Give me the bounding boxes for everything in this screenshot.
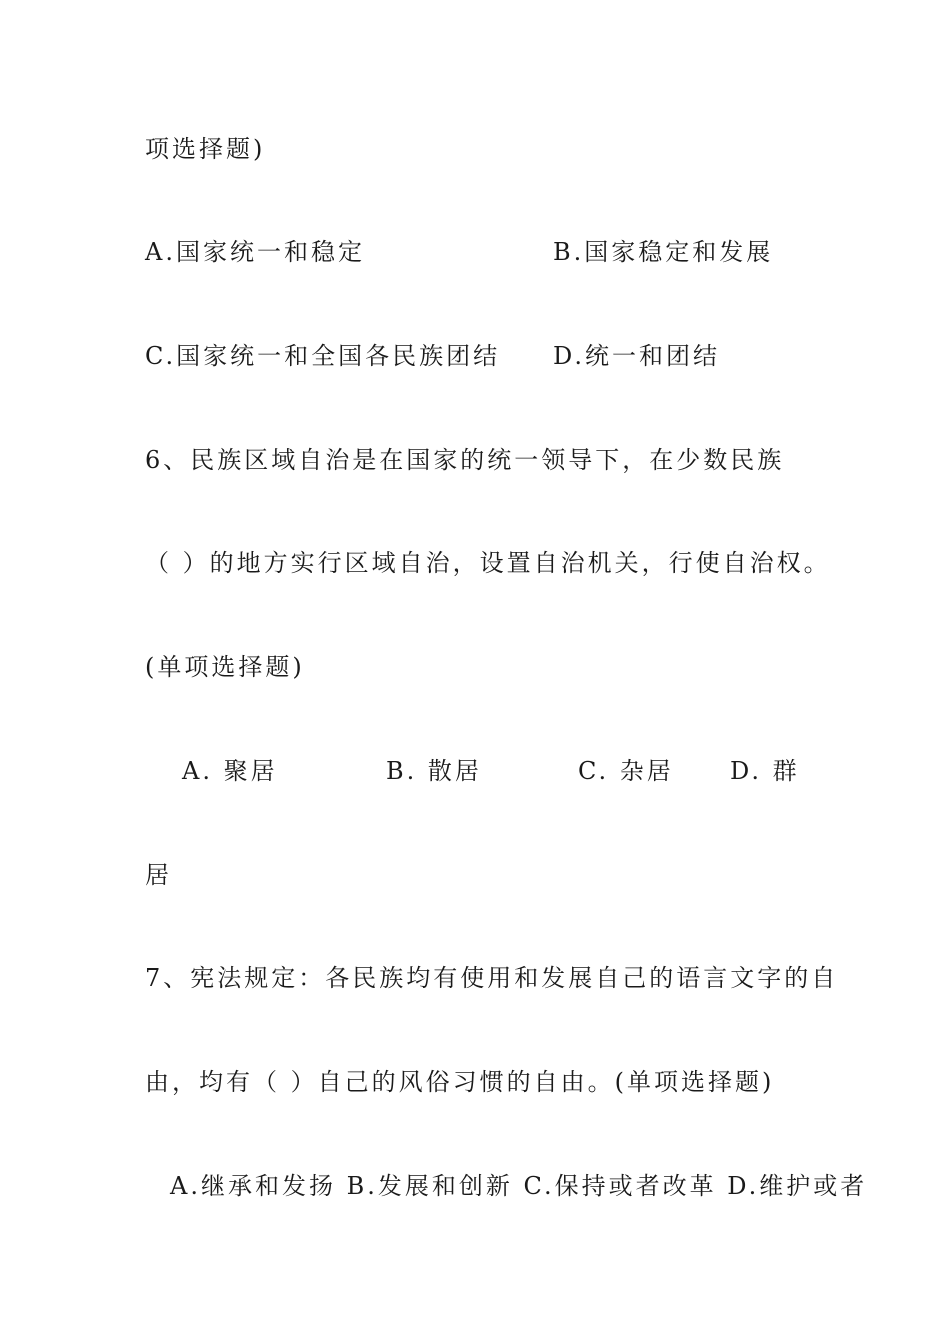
q6-stem-line2: （ ）的地方实行区域自治，设置自治机关，行使自治权。 <box>145 549 831 577</box>
q5-option-a: A.国家统一和稳定 <box>145 238 365 266</box>
q5-tail-text: 项选择题) <box>145 135 266 163</box>
q6-option-b: B. 散居 <box>386 757 482 785</box>
q5-option-b: B.国家稳定和发展 <box>553 238 774 266</box>
q5-option-c: C.国家统一和全国各民族团结 <box>145 342 501 370</box>
q7-options-line: A.继承和发扬 B.发展和创新 C.保持或者改革 D.维护或者 <box>170 1172 868 1200</box>
q6-option-d-continued: 居 <box>145 861 172 889</box>
q6-option-a: A. 聚居 <box>182 757 278 785</box>
q6-stem-line1: 6、民族区域自治是在国家的统一领导下，在少数民族 <box>145 446 785 474</box>
q7-stem-line2: 由，均有（ ）自己的风俗习惯的自由。(单项选择题) <box>145 1068 775 1096</box>
q7-stem-line1: 7、宪法规定：各民族均有使用和发展自己的语言文字的自 <box>145 964 839 992</box>
q6-option-d: D. 群 <box>730 757 800 785</box>
q6-type-label: (单项选择题) <box>145 653 305 681</box>
q5-option-d: D.统一和团结 <box>553 342 721 370</box>
q6-option-c: C. 杂居 <box>578 757 674 785</box>
